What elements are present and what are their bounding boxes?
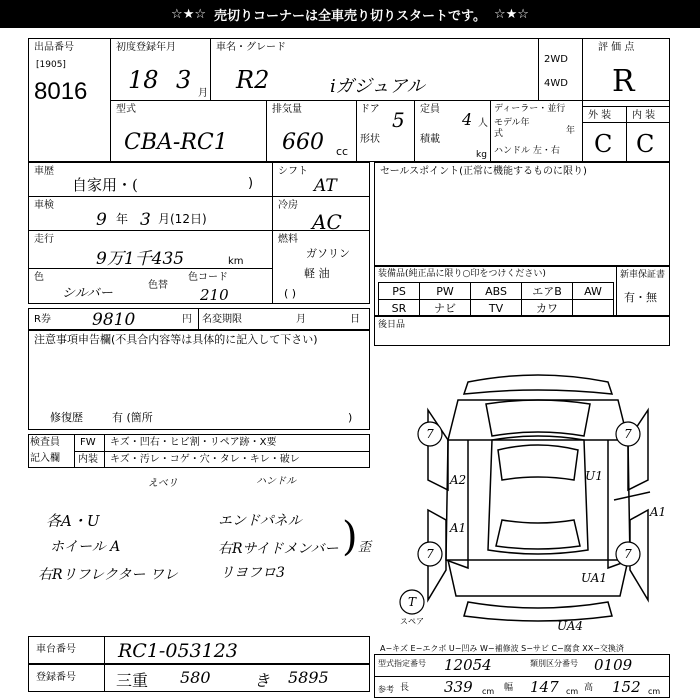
mark-a2: A2 <box>449 473 467 487</box>
first-reg-year: 18 <box>128 66 159 94</box>
banner-stars-left: ☆★☆ <box>171 6 207 22</box>
tax-label: 名変期限 <box>202 314 242 325</box>
fuel-diesel: 軽 油 <box>304 267 330 280</box>
equipment-label: 装備品(純正品に限り○印をつけください) <box>378 269 546 279</box>
recycle-label: R券 <box>34 314 51 325</box>
door-label: ドア <box>360 104 380 115</box>
capacity-unit: 人 <box>478 118 488 129</box>
capacity-label: 定員 <box>420 104 440 115</box>
registration-pref: 三重 <box>116 671 149 690</box>
mark-spare-t: T <box>407 595 417 609</box>
cat-label: 類別区分番号 <box>530 659 578 668</box>
name-grade-label: 車名・グレード <box>216 42 286 53</box>
handwritten-right-2: 右Rサイドメンバー <box>218 541 339 557</box>
exterior-grade: C <box>594 130 613 158</box>
handwritten-right-3: リヨフロ3 <box>220 565 285 581</box>
first-reg-label: 初度登録年月 <box>116 42 176 53</box>
fw-label: FW <box>80 437 96 448</box>
doors-value: 5 <box>392 108 405 132</box>
note-handle: ハンドル <box>256 476 296 487</box>
inspection-month-unit: 月(12日) <box>158 212 207 226</box>
banner-stars-right: ☆★☆ <box>493 6 529 22</box>
width-label: 幅 <box>504 683 514 693</box>
inspector-label-1: 検査員 <box>30 437 60 448</box>
registration-class: 580 <box>180 668 211 687</box>
equip-aw: AW <box>573 283 614 300</box>
cat-value: 0109 <box>594 656 633 674</box>
registration-kana: き <box>254 671 271 690</box>
color-label: 色 <box>34 272 44 283</box>
top-banner <box>0 0 700 28</box>
mark-7-front-left: 7 <box>426 427 434 441</box>
size-label: 参考 <box>378 685 394 694</box>
first-reg-month: 3 <box>176 66 192 94</box>
history-label: 車歴 <box>34 166 54 177</box>
color-code-label: 色コード <box>188 272 228 283</box>
tax-month: 月 <box>296 314 306 325</box>
height-label: 高 <box>584 683 594 693</box>
month-suffix: 月 <box>198 88 208 99</box>
history-value: 自家用・( <box>72 176 138 194</box>
equip-navi: ナビ <box>420 300 471 317</box>
recycle-value: 9810 <box>92 310 136 330</box>
height-unit: cm <box>648 687 661 696</box>
cc-unit: cc <box>336 145 349 158</box>
mileage-value: 9万1千435 <box>96 249 185 269</box>
width-value: 147 <box>530 678 559 696</box>
spare-label: スペア <box>400 617 424 626</box>
interior-grade: C <box>636 130 655 158</box>
displacement-value: 660 <box>282 130 324 155</box>
warranty-value: 有・無 <box>624 291 657 304</box>
displacement-label: 排気量 <box>272 104 302 115</box>
fw-items: キズ・凹右・ヒビ割・リペア跡・X要 <box>110 437 277 448</box>
color-value: シルバー <box>62 286 113 301</box>
yen-unit: 円 <box>182 314 192 325</box>
equip-tv: TV <box>471 300 522 317</box>
lot-label: 出品番号 <box>34 42 74 53</box>
warranty-label: 新車保証書 <box>620 270 666 280</box>
fuel-label: 燃料 <box>278 234 298 245</box>
tax-day: 日 <box>350 314 360 325</box>
int-label: 内装 <box>78 454 98 465</box>
banner-text: 売切りコーナーは全車売り切りスタートです。 <box>214 8 486 24</box>
repair-value: 有 (箇所 <box>112 411 153 424</box>
sales-point-box <box>374 162 670 266</box>
inspection-year-unit: 年 <box>116 212 129 226</box>
mark-u1: U1 <box>585 469 603 483</box>
equip-leather: カワ <box>522 300 573 317</box>
reg-num-label: 型式指定番号 <box>378 659 426 668</box>
dealer-label: ディーラー・並行 <box>494 104 566 114</box>
registration-number: 5895 <box>288 668 329 687</box>
mark-a1-right: A1 <box>649 505 667 519</box>
equip-pw: PW <box>420 283 471 300</box>
length-label: 長 <box>400 683 410 693</box>
note-edge: えベリ <box>148 478 178 489</box>
rear-items-label: 後日品 <box>378 320 406 330</box>
exterior-label: 外 装 <box>588 110 612 121</box>
mark-ua4: UA4 <box>556 619 584 632</box>
damage-legend: A−キズ E−エクボ U−凹み W−補修波 S−サビ C−腐食 XX−交換済 <box>380 644 624 653</box>
year-suffix: 年 <box>566 126 576 136</box>
handle-label: ハンドル 左・右 <box>494 146 560 156</box>
length-value: 339 <box>444 678 473 696</box>
ac-label: 冷房 <box>278 200 298 211</box>
mileage-label: 走行 <box>34 234 54 245</box>
recycle-row <box>28 308 370 330</box>
handwritten-left-2: ホイール A <box>50 539 121 555</box>
equip-sr: SR <box>379 300 420 317</box>
int-items: キズ・汚レ・コゲ・穴・タレ・キレ・破レ <box>110 454 300 465</box>
mark-7-rear-right: 7 <box>624 547 632 561</box>
color-code-value: 210 <box>200 286 229 304</box>
drive-2wd: 2WD <box>544 54 568 65</box>
inspector-label-2: 記入欄 <box>30 453 60 464</box>
model-label: 型式 <box>116 104 136 115</box>
inspection-label: 車検 <box>34 200 54 211</box>
car-grade: iガジュアル <box>330 76 425 97</box>
registration-label: 登録番号 <box>36 672 76 683</box>
lot-sub: [1905] <box>36 60 66 70</box>
mark-a1-left: A1 <box>449 521 467 535</box>
notes-label: 注意事項申告欄(不具合内容等は具体的に記入して下さい) <box>34 333 318 346</box>
ac-value: AC <box>312 210 342 234</box>
kg-unit: kg <box>476 150 487 160</box>
inspection-year: 9 <box>96 210 107 230</box>
height-value: 152 <box>612 678 641 696</box>
mark-7-rear-left: 7 <box>426 547 434 561</box>
chassis-value: RC1-053123 <box>118 640 238 662</box>
width-unit: cm <box>566 687 579 696</box>
handwritten-right-suffix: 歪 <box>358 540 372 555</box>
model-code: CBA-RC1 <box>124 130 228 155</box>
car-damage-diagram <box>398 370 680 632</box>
handwritten-left-1: 各A・U <box>46 512 100 530</box>
shift-label: シフト <box>278 166 308 177</box>
length-unit: cm <box>482 687 495 696</box>
equip-abs: ABS <box>471 283 522 300</box>
car-name: R2 <box>236 66 270 94</box>
mark-ua1: UA1 <box>580 571 608 585</box>
capacity-value: 4 <box>462 110 473 129</box>
handwritten-brace: ) <box>342 514 358 560</box>
km-unit: km <box>228 256 244 267</box>
equipment-table <box>378 282 614 317</box>
equip-ps: PS <box>379 283 420 300</box>
sales-point-label: セールスポイント(正常に機能するものに限り) <box>380 166 587 177</box>
inspection-month: 3 <box>140 210 151 230</box>
equip-airbag: エアB <box>522 283 573 300</box>
drive-4wd: 4WD <box>544 78 568 89</box>
chassis-label: 車台番号 <box>36 644 76 655</box>
handwritten-right-1: エンドパネル <box>218 513 302 529</box>
fuel-gas: ガソリン <box>306 247 350 260</box>
repair-close: ) <box>348 411 353 424</box>
load-label: 積載 <box>420 134 440 145</box>
rating-value: R <box>612 64 635 99</box>
repair-label: 修復歴 <box>50 411 83 424</box>
handwritten-left-3: 右Rリフレクター ワレ <box>38 567 178 583</box>
lot-number: 8016 <box>34 78 88 105</box>
rear-items-box <box>374 316 670 346</box>
mark-7-front-right: 7 <box>624 427 632 441</box>
fuel-paren: ( ) <box>284 287 297 300</box>
reg-num-value: 12054 <box>444 656 492 674</box>
color-change-label: 色替 <box>148 280 168 291</box>
history-close: ) <box>248 176 254 191</box>
shift-value: AT <box>314 176 337 196</box>
model-year-label: モデル年式 <box>494 118 530 139</box>
shape-label: 形状 <box>360 134 380 145</box>
interior-label: 内 装 <box>632 110 656 121</box>
rating-label: 評 価 点 <box>598 42 635 53</box>
equip-blank <box>573 300 614 317</box>
